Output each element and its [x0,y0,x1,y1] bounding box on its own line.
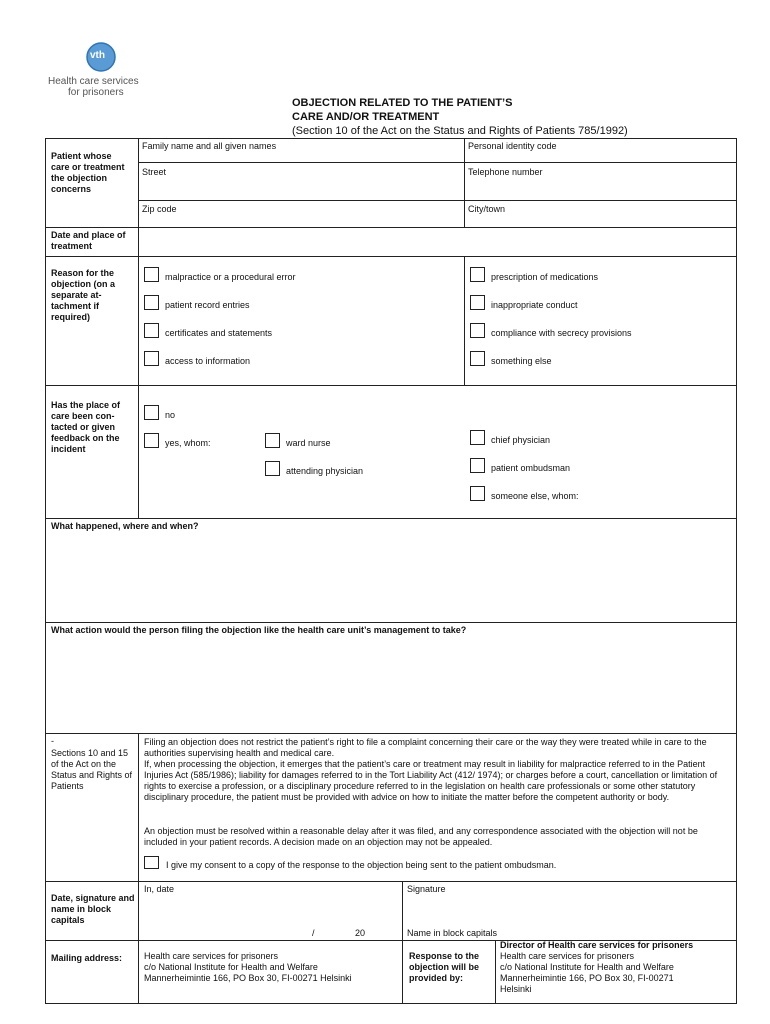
checkbox-chief[interactable] [470,430,485,445]
option-secrecy: compliance with secrecy provisions [491,328,632,338]
option-no: no [165,410,176,420]
action-field[interactable] [47,638,735,731]
option-certificates: certificates and statements [165,328,273,338]
logo-line2: for prisoners [68,87,124,98]
date-slash: / [312,928,315,938]
option-someone-else: someone else, whom: [491,491,579,501]
response-line3: Mannerheimintie 166, PO Box 30, FI-00271 [500,973,674,983]
logo [48,42,168,102]
mailing-line3: Mannerheimintie 166, PO Box 30, FI-00271 Helsinki [144,973,352,983]
page-title-line2: CARE AND/OR TREATMENT [292,111,440,123]
signature-label: Date, signature and name in block capitals [51,893,135,925]
checkbox-consent[interactable] [144,856,159,869]
checkbox-ward-nurse[interactable] [265,433,280,448]
what-happened-field[interactable] [47,534,735,620]
zip-field[interactable]: Zip code [142,204,177,214]
family-name-field[interactable]: Family name and all given names [142,141,277,151]
checkbox-secrecy[interactable] [470,323,485,338]
checkbox-someone-else[interactable] [470,486,485,501]
option-ward-nurse: ward nurse [286,438,331,448]
date-place-label: Date and place of treatment [51,230,126,251]
mailing-label: Mailing address: [51,953,123,963]
sections-para2: If, when processing the objection, it emerges that the patient’s care or treatment may result in liability for malpractice referred to in the Patient Injuries Act (585/1986); liability for damages referred to in the Tort Liability Act (412/ 1974); or charges before a court, cancellation or limitation of rights to exercise a profession, or a disciplinary procedure referred to in the legislation on health care professionals or some other statutory disciplinary procedure, the patient must be provided with advice on how to initiate the matter before the competent authority or body. [144,759,718,802]
response-label: Response to the objection will be provided by: [409,951,480,983]
reason-label: Reason for the objection (on a separate at- tachment if required) [51,268,115,322]
checkbox-certificates[interactable] [144,323,159,338]
option-attending: attending physician [286,466,364,476]
mailing-line1: Health care services for prisoners [144,951,279,961]
sections-label: Sections 10 and 15 of the Act on the Status and Rights of Patients [51,748,133,791]
page-title: OBJECTION RELATED TO THE PATIENT’S [292,97,513,109]
option-access: access to information [165,356,251,366]
logo-mark-text: vth [90,50,105,61]
patient-label: Patient whose care or treatment the objection concerns [51,151,125,194]
mailing-line2: c/o National Institute for Health and Welfare [144,962,318,972]
action-label: What action would the person filing the objection like the health care unit’s management to take? [51,625,467,635]
page-subtitle: (Section 10 of the Act on the Status and Rights of Patients 785/1992) [292,125,628,137]
checkbox-prescription[interactable] [470,267,485,282]
identity-code-field[interactable]: Personal identity code [468,141,557,151]
checkbox-something-else[interactable] [470,351,485,366]
sections-dash: - [51,736,54,746]
option-malpractice: malpractice or a procedural error [165,272,296,282]
city-field[interactable]: City/town [468,204,506,214]
option-ombudsman: patient ombudsman [491,463,571,473]
checkbox-access[interactable] [144,351,159,366]
checkbox-ombudsman[interactable] [470,458,485,473]
what-happened-label: What happened, where and when? [51,521,199,531]
street-field[interactable]: Street [142,167,167,177]
checkbox-conduct[interactable] [470,295,485,310]
response-line4: Helsinki [500,984,532,994]
in-date-field[interactable]: In, date [144,884,175,894]
option-conduct: inappropriate conduct [491,300,578,310]
telephone-field[interactable]: Telephone number [468,167,543,177]
sections-para3: An objection must be resolved within a reasonable delay after it was filed, and any correspondence associated with the objection will not be included in your patient records. A decision made on an objection may not be appealed. [144,826,698,847]
logo-line1: Health care services [48,76,139,87]
option-chief: chief physician [491,435,551,445]
response-line2: c/o National Institute for Health and Welfare [500,962,674,972]
response-line1: Health care services for prisoners [500,951,635,961]
contacted-label: Has the place of care been con- tacted or given feedback on the incident [51,400,121,454]
consent-text: I give my consent to a copy of the response to the objection being sent to the patient ombudsman. [166,860,557,870]
checkbox-attending[interactable] [265,461,280,476]
sections-para1: Filing an objection does not restrict the patient’s right to file a complaint concerning their care or the way they were treated while in care to the authorities supervising health and medical care. [144,737,707,758]
option-something-else: something else [491,356,552,366]
option-records: patient record entries [165,300,250,310]
date-year: 20 [355,928,366,938]
name-caps-field[interactable]: Name in block capitals [407,928,498,938]
checkbox-malpractice[interactable] [144,267,159,282]
checkbox-records[interactable] [144,295,159,310]
date-place-field[interactable] [140,229,736,255]
checkbox-yes[interactable] [144,433,159,448]
director-line: Director of Health care services for prisoners [500,940,694,950]
signature-field[interactable]: Signature [407,884,446,894]
option-prescription: prescription of medications [491,272,599,282]
checkbox-no[interactable] [144,405,159,420]
option-yes: yes, whom: [165,438,211,448]
